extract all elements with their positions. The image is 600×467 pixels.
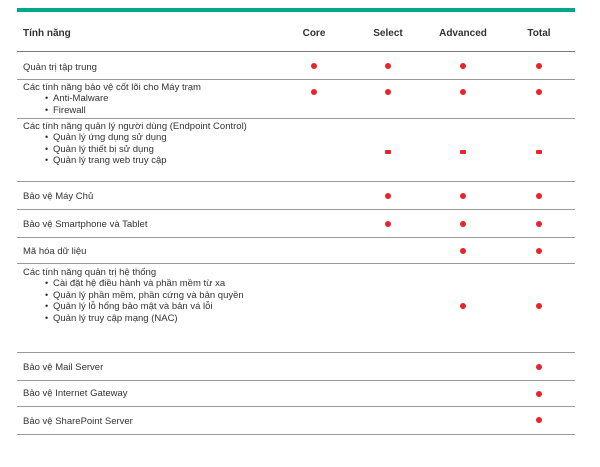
feature-sub-item: • Quản lý truy cập mạng (NAC) <box>53 313 244 325</box>
included-dot-icon <box>460 221 466 227</box>
feature-cell <box>23 121 247 167</box>
included-dot-icon <box>311 89 317 95</box>
included-dot-icon <box>536 193 542 199</box>
feature-sub-item: • Anti-Malware <box>53 93 201 105</box>
feature-title: Bảo vệ Mail Server <box>23 362 104 373</box>
table-row <box>17 264 575 353</box>
table-row <box>17 80 575 119</box>
table-row <box>17 52 575 80</box>
feature-sub-item: • Quản lý thiết bị sử dụng <box>53 144 247 156</box>
feature-cell <box>23 362 103 373</box>
feature-cell <box>23 219 147 230</box>
included-dot-icon <box>460 63 466 69</box>
header-select: Select <box>373 28 403 39</box>
feature-cell <box>23 267 244 324</box>
included-dot-icon <box>385 193 391 199</box>
feature-title: Các tính năng bảo vệ cốt lõi cho Máy trạm <box>23 82 201 93</box>
feature-sub-item: • Firewall <box>53 105 201 117</box>
feature-comparison-table <box>17 8 575 435</box>
included-dot-icon <box>536 391 542 397</box>
header-core: Core <box>302 28 326 39</box>
feature-title: Quản trị tập trung <box>23 62 97 73</box>
table-row <box>17 381 575 407</box>
table-row <box>17 407 575 435</box>
feature-cell <box>23 416 133 427</box>
feature-title: Bảo vệ SharePoint Server <box>23 416 133 427</box>
included-dot-icon <box>536 89 542 95</box>
included-dot-icon <box>536 221 542 227</box>
feature-title: Bảo vệ Internet Gateway <box>23 388 128 399</box>
included-dot-icon <box>385 89 391 95</box>
included-dot-icon <box>536 303 542 309</box>
feature-sub-list <box>23 278 244 324</box>
feature-cell <box>23 62 97 73</box>
feature-cell <box>23 191 93 202</box>
feature-cell <box>23 82 201 116</box>
included-dot-icon <box>536 150 542 154</box>
included-dot-icon <box>460 193 466 199</box>
table-body <box>17 52 575 435</box>
included-dot-icon <box>385 150 391 154</box>
feature-sub-item: • Quản lý ứng dụng sử dụng <box>53 132 247 144</box>
included-dot-icon <box>460 248 466 254</box>
header-feature: Tính năng <box>23 28 71 39</box>
table-row <box>17 182 575 210</box>
feature-title: Bảo vệ Máy Chủ <box>23 191 94 202</box>
included-dot-icon <box>460 303 466 309</box>
included-dot-icon <box>385 221 391 227</box>
feature-sub-list <box>23 93 201 116</box>
table-row <box>17 119 575 182</box>
table-header <box>17 8 575 52</box>
feature-sub-item: • Quản lý lỗ hổng bảo mật và bản vá lỗi <box>53 301 244 313</box>
included-dot-icon <box>460 150 466 154</box>
included-dot-icon <box>385 63 391 69</box>
included-dot-icon <box>536 63 542 69</box>
header-advanced: Advanced <box>439 28 487 39</box>
feature-sub-item: • Quản lý phần mềm, phần cứng và bản quyền <box>53 290 244 302</box>
included-dot-icon <box>536 248 542 254</box>
header-total: Total <box>527 28 551 39</box>
included-dot-icon <box>536 364 542 370</box>
feature-sub-item: • Quản lý trang web truy cập <box>53 155 247 167</box>
included-dot-icon <box>311 63 317 69</box>
feature-sub-item: • Cài đặt hệ điều hành và phần mềm từ xa <box>53 278 244 290</box>
included-dot-icon <box>460 89 466 95</box>
feature-sub-list <box>23 132 247 167</box>
feature-title: Các tính năng quản lý người dùng (Endpoint Control) <box>23 121 247 132</box>
table-row <box>17 353 575 381</box>
feature-cell <box>23 246 86 257</box>
table-row <box>17 210 575 238</box>
included-dot-icon <box>536 417 542 423</box>
feature-title: Mã hóa dữ liệu <box>23 246 87 257</box>
feature-title: Bảo vệ Smartphone và Tablet <box>23 219 148 230</box>
feature-cell <box>23 388 128 399</box>
table-row <box>17 238 575 264</box>
feature-title: Các tính năng quản trị hệ thống <box>23 267 157 278</box>
